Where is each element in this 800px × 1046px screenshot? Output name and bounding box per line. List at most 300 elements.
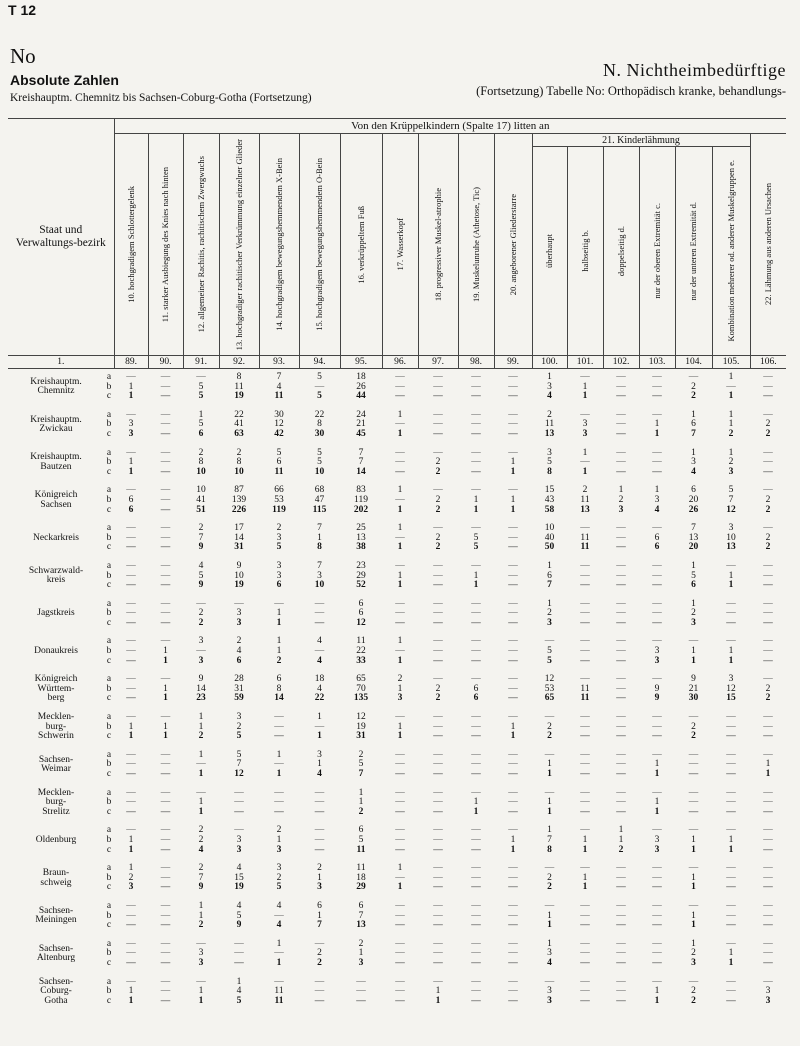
table-cell: 12 <box>274 419 284 430</box>
table-cell: 7 <box>317 560 322 571</box>
table-cell: 3 <box>547 617 552 628</box>
table-cell: 1 <box>397 504 403 515</box>
table-cell: 3 <box>317 749 322 760</box>
table-cell: 1 <box>547 825 552 836</box>
table-cell: — <box>616 532 626 543</box>
table-cell: — <box>471 910 481 921</box>
column-number: 95. <box>340 356 382 369</box>
table-cell: — <box>580 920 590 931</box>
table-cell: — <box>160 872 171 883</box>
table-cell: — <box>126 976 136 987</box>
table-cell: — <box>763 976 773 987</box>
table-cell: 4 <box>317 683 322 694</box>
table-cell: 11 <box>580 532 590 543</box>
table-cell: 47 <box>314 494 325 505</box>
row-key: b <box>106 419 112 430</box>
table-cell: 7 <box>198 532 204 543</box>
table-cell: — <box>763 466 773 477</box>
table-cell: 3 <box>547 447 552 458</box>
table-cell: — <box>580 986 590 997</box>
table-cell: — <box>395 759 405 770</box>
table-cell: 3 <box>397 693 403 704</box>
table-cell: — <box>471 381 481 392</box>
table-cell: 58 <box>544 504 555 515</box>
table-cell: — <box>508 542 518 553</box>
table-row <box>8 369 786 383</box>
table-cell: 3 <box>618 504 624 515</box>
table-cell: 1 <box>728 957 734 968</box>
table-cell: — <box>508 532 518 543</box>
table-cell: 1 <box>654 797 660 808</box>
table-cell: — <box>726 560 736 571</box>
table-cell: 1 <box>128 391 134 402</box>
table-cell: 8 <box>236 457 242 468</box>
table-cell: 5 <box>547 655 552 666</box>
column-header-13: doppelseitig d. <box>603 147 639 356</box>
table-cell: 6 <box>654 542 660 553</box>
table-cell: 4 <box>691 466 696 477</box>
table-cell: — <box>395 806 405 817</box>
column-number: 94. <box>299 356 340 369</box>
table-cell: 1 <box>128 863 134 874</box>
table-cell: 2 <box>236 721 242 732</box>
table-row <box>8 591 786 610</box>
table-cell: — <box>763 523 773 534</box>
table-cell: 4 <box>198 844 204 855</box>
table-cell: 1 <box>728 409 734 420</box>
table-cell: 2 <box>128 872 134 883</box>
table-cell: 2 <box>435 542 441 553</box>
row-key: a <box>106 900 112 911</box>
row-key: c <box>106 428 112 439</box>
table-cell: 19 <box>356 721 366 732</box>
row-key: c <box>106 655 112 666</box>
table-cell: — <box>763 900 773 911</box>
table-cell: 1 <box>397 655 403 666</box>
table-cell: — <box>196 372 206 382</box>
table-cell: 1 <box>510 504 516 515</box>
table-cell: — <box>160 749 171 760</box>
table-cell: — <box>652 457 662 468</box>
table-cell: — <box>471 787 481 798</box>
table-cell: 2 <box>198 834 204 845</box>
table-cell: — <box>314 995 325 1006</box>
table-cell: — <box>433 731 443 742</box>
table-cell: 1 <box>317 872 322 883</box>
table-cell: 1 <box>728 447 734 458</box>
table-cell: — <box>314 381 325 392</box>
table-cell: 2 <box>547 409 552 420</box>
table-cell: — <box>726 825 736 836</box>
table-cell: — <box>274 721 284 732</box>
table-cell: — <box>726 617 736 628</box>
table-cell: — <box>314 806 325 817</box>
table-cell: 41 <box>196 494 206 505</box>
table-cell: 2 <box>198 825 204 836</box>
table-cell: 1 <box>582 882 588 893</box>
table-cell: — <box>160 759 171 770</box>
table-cell: 1 <box>397 863 403 874</box>
table-cell: 2 <box>435 494 441 505</box>
table-cell: 1 <box>547 938 552 949</box>
table-cell: — <box>544 636 555 647</box>
table-cell: 1 <box>397 542 403 553</box>
table-cell: 2 <box>198 608 204 619</box>
table-cell: 22 <box>314 693 325 704</box>
table-cell: — <box>126 920 136 931</box>
row-key: c <box>106 806 112 817</box>
table-cell: — <box>652 825 662 836</box>
table-cell: — <box>160 381 171 392</box>
row-key: a <box>106 976 112 987</box>
table-cell: 2 <box>765 532 771 543</box>
table-cell: 2 <box>198 447 204 458</box>
table-cell: — <box>616 797 626 808</box>
table-cell: 1 <box>358 948 364 959</box>
table-cell: — <box>433 372 443 382</box>
table-cell: — <box>508 910 518 921</box>
table-cell: — <box>652 674 662 685</box>
table-cell: 2 <box>435 504 441 515</box>
table-row <box>8 477 786 496</box>
table-cell: 1 <box>582 872 588 883</box>
table-cell: 1 <box>128 834 134 845</box>
table-cell: — <box>726 787 736 798</box>
table-cell: 1 <box>654 769 660 779</box>
table-cell: — <box>126 409 136 420</box>
table-cell: — <box>508 882 518 893</box>
table-cell: 1 <box>728 372 734 382</box>
table-cell: 10 <box>234 466 244 477</box>
state-name: Neckarkreis <box>33 532 79 543</box>
table-cell: — <box>471 466 481 477</box>
column-number: 92. <box>219 356 259 369</box>
table-cell: — <box>314 834 325 845</box>
table-cell: — <box>508 617 518 628</box>
table-cell: 3 <box>654 834 660 845</box>
table-cell: 65 <box>356 674 366 685</box>
table-cell: — <box>763 797 773 808</box>
table-cell: 202 <box>353 504 369 515</box>
table-cell: 9 <box>236 920 242 931</box>
table-cell: 5 <box>317 447 322 458</box>
table-cell: 1 <box>358 787 364 798</box>
table-cell: — <box>508 447 518 458</box>
table-cell: — <box>126 560 136 571</box>
table-cell: 6 <box>473 683 479 694</box>
table-cell: — <box>763 938 773 949</box>
table-cell: 1 <box>473 504 479 515</box>
table-cell: 2 <box>691 608 696 619</box>
table-cell: — <box>433 920 443 931</box>
table-cell: 3 <box>691 617 696 628</box>
table-cell: — <box>616 419 626 430</box>
table-cell: 15 <box>726 693 736 704</box>
table-cell: — <box>126 806 136 817</box>
table-cell: — <box>274 598 284 609</box>
table-cell: — <box>726 636 736 647</box>
table-cell: — <box>160 769 171 779</box>
table-cell: 1 <box>510 466 516 477</box>
table-cell: — <box>471 900 481 911</box>
table-cell: 66 <box>274 485 284 496</box>
table-cell: 4 <box>654 504 660 515</box>
table-cell: 10 <box>726 532 736 543</box>
table-cell: — <box>726 986 736 997</box>
table-cell: — <box>616 646 626 657</box>
table-cell: — <box>580 712 590 723</box>
table-cell: — <box>544 900 555 911</box>
table-cell: — <box>160 636 171 647</box>
row-key: b <box>106 532 112 543</box>
table-cell: — <box>314 844 325 855</box>
table-cell: 1 <box>728 844 734 855</box>
table-cell: 7 <box>236 759 242 770</box>
table-cell: — <box>433 523 443 534</box>
table-cell: 1 <box>397 683 403 694</box>
column-header-2: 12. allgemeiner Rachitis, rachitischem Zwergwuchs <box>183 134 219 356</box>
row-key: a <box>106 787 112 798</box>
table-cell: 6 <box>654 532 660 543</box>
table-cell: 3 <box>547 948 552 959</box>
table-cell: 2 <box>618 494 624 505</box>
table-cell: 22 <box>314 409 325 420</box>
table-cell: 7 <box>317 920 322 931</box>
table-cell: 1 <box>128 466 134 477</box>
table-cell: — <box>652 976 662 987</box>
table-cell: 6 <box>358 598 364 609</box>
table-cell: — <box>763 570 773 581</box>
table-cell: 6 <box>128 504 134 515</box>
table-cell: 3 <box>691 957 696 968</box>
table-cell: — <box>395 532 405 543</box>
table-cell: — <box>763 560 773 571</box>
table-cell: — <box>274 797 284 808</box>
row-key: a <box>106 636 112 647</box>
table-cell: — <box>126 683 136 694</box>
table-cell: 4 <box>198 560 204 571</box>
table-cell: 2 <box>435 457 441 468</box>
table-cell: — <box>652 749 662 760</box>
table-cell: 1 <box>582 381 588 392</box>
table-cell: 3 <box>547 995 552 1006</box>
table-cell: 18 <box>356 372 366 382</box>
table-cell: 3 <box>128 419 134 430</box>
table-cell: 12 <box>544 674 555 685</box>
table-cell: — <box>616 938 626 949</box>
table-cell: — <box>160 806 171 817</box>
row-key: c <box>106 957 112 968</box>
table-cell: 11 <box>544 419 555 430</box>
table-cell: — <box>726 749 736 760</box>
table-cell: — <box>433 598 443 609</box>
table-cell: — <box>580 372 590 382</box>
table-cell: 11 <box>580 542 590 553</box>
table-cell: 4 <box>236 646 242 657</box>
table-cell: 2 <box>358 806 364 817</box>
table-cell: — <box>726 759 736 770</box>
table-cell: — <box>726 995 736 1006</box>
table-cell: — <box>314 721 325 732</box>
row-key: c <box>106 542 112 553</box>
table-cell: 40 <box>544 532 555 543</box>
table-cell: 1 <box>691 938 696 949</box>
table-cell: 25 <box>356 523 366 534</box>
state-name: Oldenburg <box>35 834 77 845</box>
table-cell: — <box>616 731 626 742</box>
table-cell: 2 <box>397 674 403 685</box>
table-cell: 2 <box>691 721 696 732</box>
table-cell: — <box>471 731 481 742</box>
table-cell: 1 <box>691 447 696 458</box>
table-cell: 2 <box>435 693 441 704</box>
table-cell: — <box>314 617 325 628</box>
table-cell: 1 <box>618 485 624 496</box>
table-cell: 45 <box>356 428 366 439</box>
table-cell: — <box>395 938 405 949</box>
table-cell: 2 <box>236 636 242 647</box>
row-key: c <box>106 882 112 893</box>
table-cell: — <box>580 938 590 949</box>
table-cell: — <box>160 608 171 619</box>
table-cell: — <box>433 806 443 817</box>
table-cell: — <box>616 986 626 997</box>
table-cell: 26 <box>356 381 366 392</box>
table-cell: — <box>580 608 590 619</box>
table-cell: 20 <box>688 494 699 505</box>
table-cell: 2 <box>618 844 624 855</box>
table-cell: — <box>433 560 443 571</box>
table-cell: — <box>433 674 443 685</box>
table-cell: — <box>508 608 518 619</box>
table-cell: — <box>616 655 626 666</box>
row-key: a <box>106 674 112 685</box>
table-cell: — <box>160 466 171 477</box>
table-cell: 3 <box>236 844 242 855</box>
table-cell: 1 <box>728 580 734 591</box>
table-cell: — <box>508 712 518 723</box>
table-cell: — <box>274 806 284 817</box>
table-cell: — <box>471 863 481 874</box>
table-cell: 2 <box>276 872 282 883</box>
table-cell: 3 <box>317 882 322 893</box>
table-cell: — <box>471 976 481 987</box>
table-cell: — <box>433 759 443 770</box>
table-cell: 1 <box>198 986 204 997</box>
table-cell: 1 <box>317 731 322 742</box>
table-cell: 4 <box>317 769 322 779</box>
table-number: No <box>10 44 36 68</box>
table-cell: — <box>395 391 405 402</box>
table-cell: 9 <box>198 580 204 591</box>
table-cell: 2 <box>435 466 441 477</box>
table-cell: — <box>395 986 405 997</box>
table-cell: — <box>314 825 325 836</box>
table-cell: 2 <box>582 485 588 496</box>
table-cell: — <box>160 948 171 959</box>
table-cell: 53 <box>544 683 555 694</box>
table-cell: — <box>688 787 699 798</box>
table-cell: 1 <box>510 457 516 468</box>
table-cell: — <box>395 844 405 855</box>
table-cell: 11 <box>356 636 366 647</box>
table-cell: — <box>160 910 171 921</box>
row-key: b <box>106 948 112 959</box>
table-cell: — <box>652 920 662 931</box>
table-cell: 31 <box>356 731 366 742</box>
table-cell: 3 <box>198 636 204 647</box>
column-header-14: nur der oberen Extremität c. <box>639 147 675 356</box>
table-cell: 1 <box>691 882 696 893</box>
table-row <box>8 817 786 836</box>
table-cell: 2 <box>691 731 696 742</box>
table-cell: 31 <box>234 683 244 694</box>
table-subtitle: (Fortsetzung) Tabelle No: Orthopädisch kranke, behandlungs- <box>476 84 786 98</box>
table-row <box>8 515 786 534</box>
table-cell: 1 <box>691 920 696 931</box>
table-cell: — <box>652 863 662 874</box>
table-cell: — <box>160 580 171 591</box>
table-row <box>8 619 786 629</box>
table-cell: — <box>652 872 662 883</box>
table-cell: — <box>126 598 136 609</box>
table-cell: — <box>433 608 443 619</box>
table-cell: — <box>433 712 443 723</box>
table-cell: — <box>126 910 136 921</box>
table-cell: 6 <box>128 494 134 505</box>
column-number: 101. <box>567 356 603 369</box>
table-cell: 70 <box>356 683 366 694</box>
table-cell: — <box>508 787 518 798</box>
row-key: b <box>106 683 112 694</box>
table-cell: 7 <box>198 872 204 883</box>
table-cell: — <box>160 712 171 723</box>
row-key: a <box>106 372 112 382</box>
table-cell: — <box>763 806 773 817</box>
state-name: Donaukreis <box>34 646 78 657</box>
table-cell: 1 <box>397 523 403 534</box>
table-cell: 5 <box>547 646 552 657</box>
row-key: b <box>106 797 112 808</box>
table-cell: 33 <box>356 655 366 666</box>
table-cell: — <box>471 957 481 968</box>
table-cell: — <box>274 759 284 770</box>
table-cell: 19 <box>234 882 244 893</box>
table-cell: 2 <box>317 948 322 959</box>
table-cell: 1 <box>163 683 168 694</box>
table-cell: — <box>126 787 136 798</box>
table-cell: 3 <box>317 570 322 581</box>
table-cell: 18 <box>314 674 325 685</box>
table-cell: — <box>726 731 736 742</box>
table-cell: — <box>160 844 171 855</box>
table-cell: 6 <box>198 428 204 439</box>
table-cell: — <box>196 976 206 987</box>
table-cell: — <box>126 900 136 911</box>
table-cell: 1 <box>510 721 516 732</box>
row-key: a <box>106 523 112 534</box>
table-cell: — <box>763 598 773 609</box>
table-cell: 4 <box>276 920 282 931</box>
table-cell: — <box>652 598 662 609</box>
table-cell: — <box>126 957 136 968</box>
table-cell: 23 <box>356 560 366 571</box>
table-cell: — <box>126 447 136 458</box>
table-cell: — <box>471 608 481 619</box>
table-cell: 11 <box>580 693 590 704</box>
table-cell: — <box>433 646 443 657</box>
table-cell: 1 <box>163 693 168 704</box>
